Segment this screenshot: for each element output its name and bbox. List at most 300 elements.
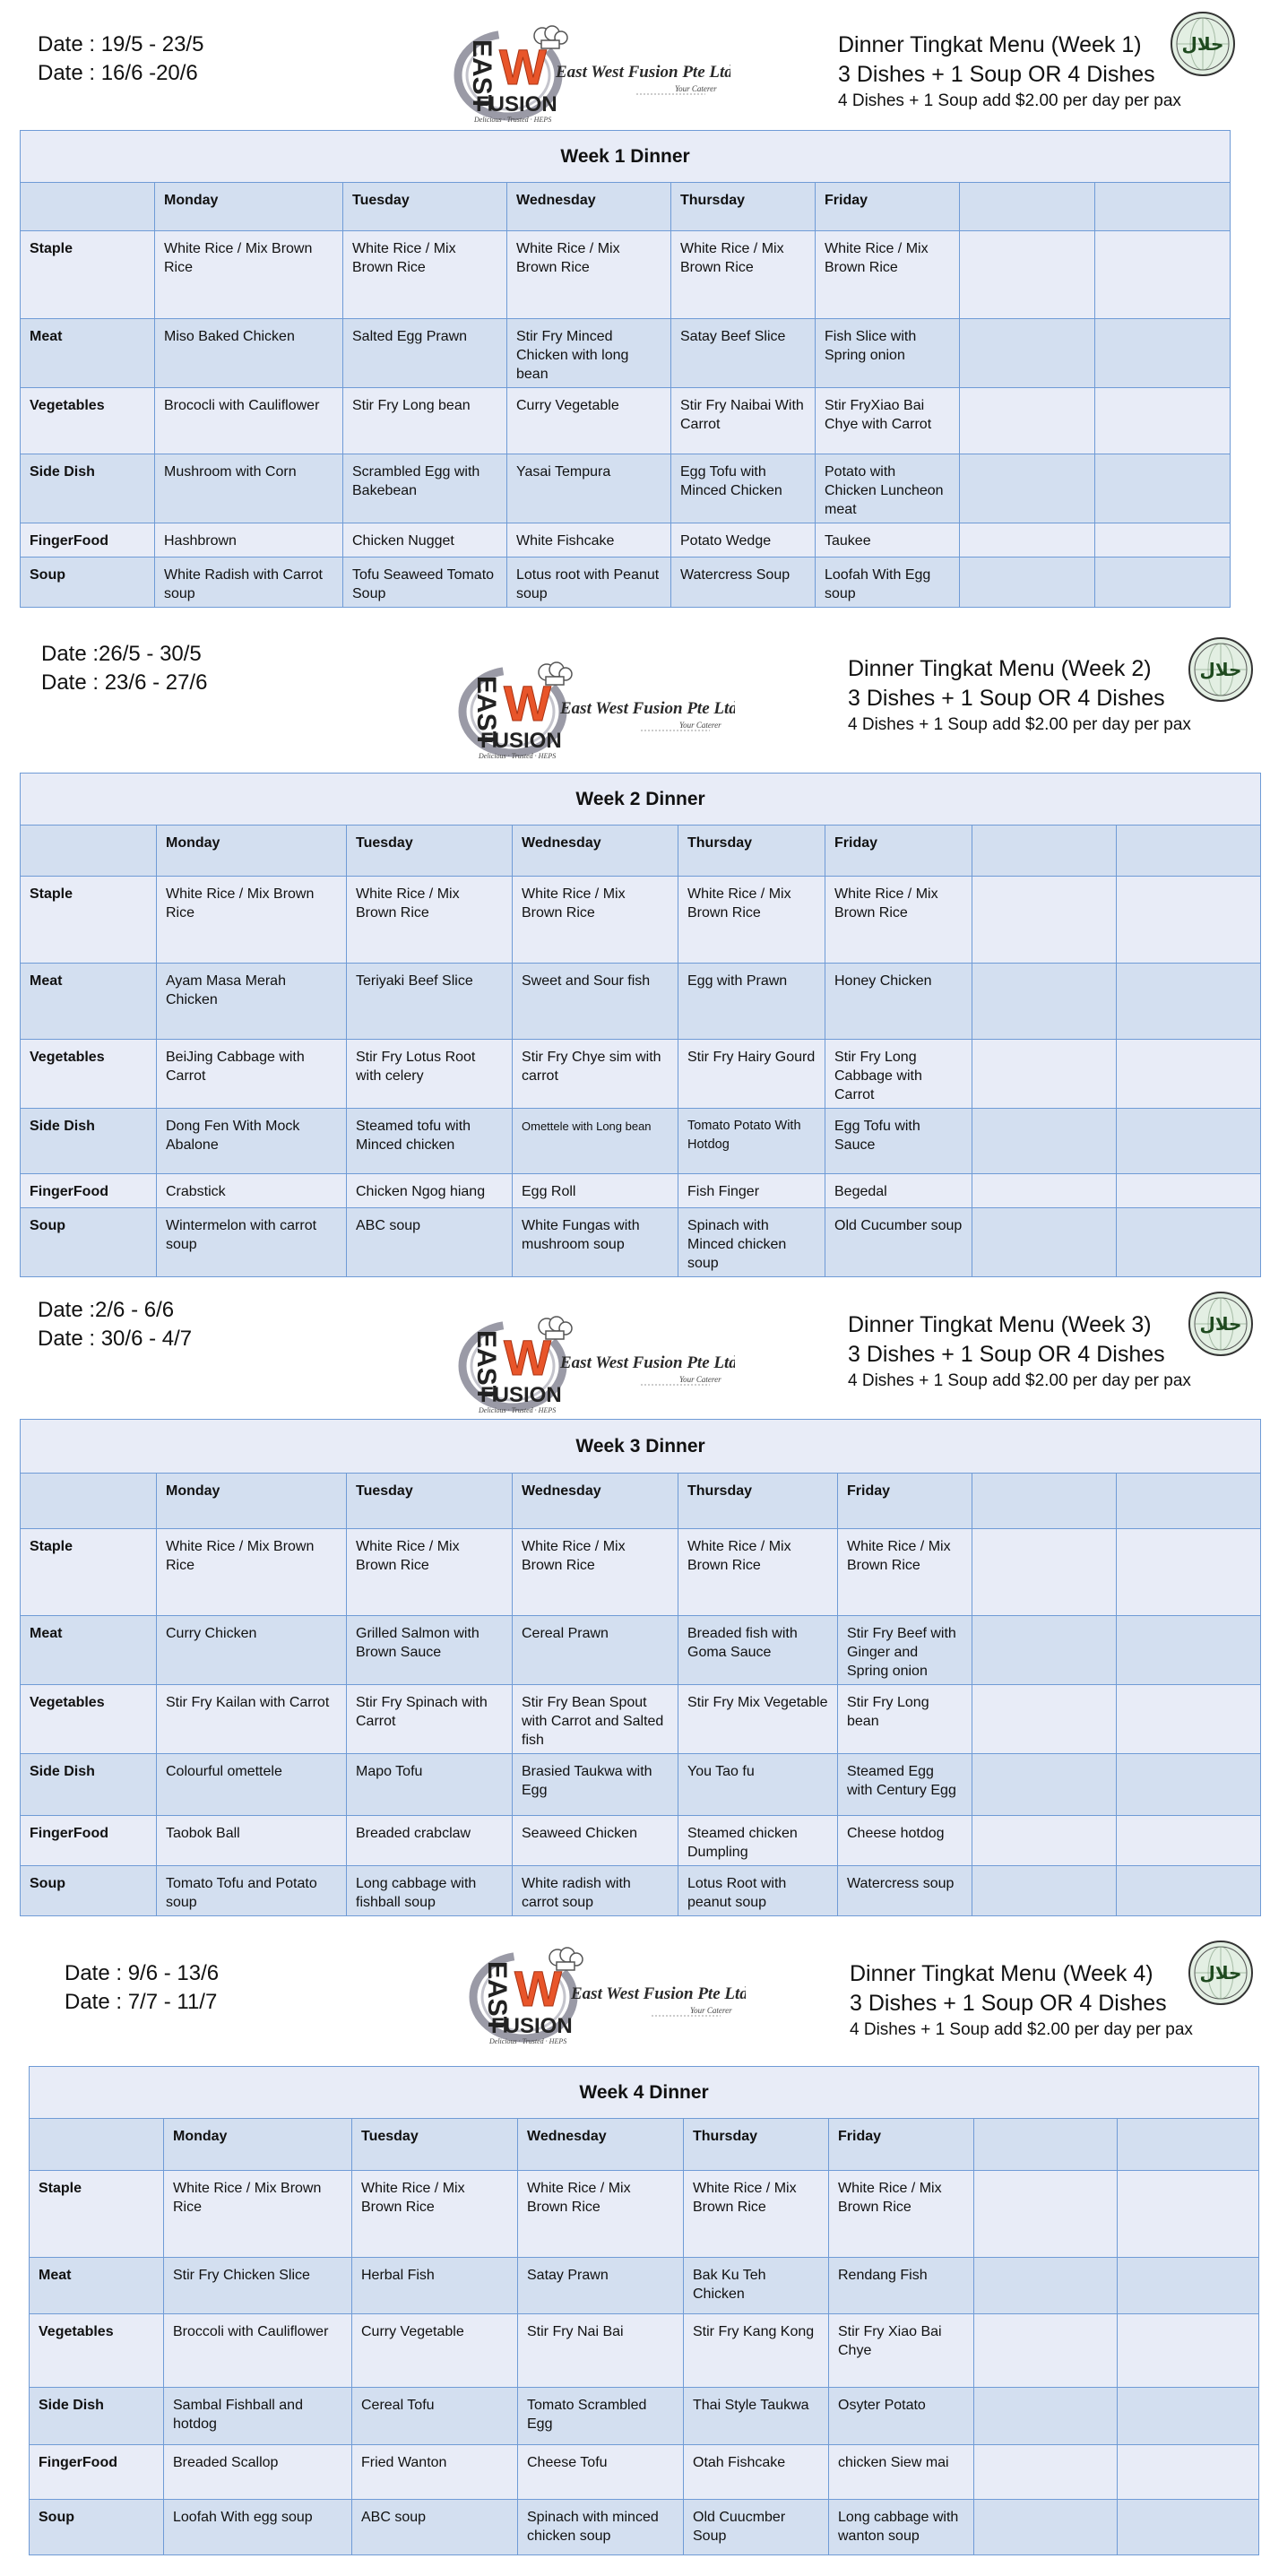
dish-cell: Yasai Tempura (507, 454, 671, 523)
day-header: Tuesday (352, 2119, 518, 2171)
dish-cell: Stir Fry Beef with Ginger and Spring onion (838, 1616, 972, 1685)
halal-logo (1188, 1940, 1254, 2006)
empty-cell (1117, 1208, 1261, 1277)
empty-cell (1095, 558, 1231, 608)
dish-cell: Egg Roll (513, 1174, 678, 1208)
table-title-row (30, 2067, 1259, 2119)
dish-cell: Tofu Seaweed Tomato Soup (343, 558, 507, 608)
empty-cell (1117, 1529, 1261, 1616)
dish-cell: Stir Fry Nai Bai (518, 2314, 684, 2388)
dish-cell: White Fishcake (507, 523, 671, 558)
logo-slogan: Delicious · Trusted · HEPS (479, 752, 557, 760)
dish-cell: White Fungas with mushroom soup (513, 1208, 678, 1277)
menu-subtitle: 3 Dishes + 1 Soup OR 4 Dishes (848, 1342, 1165, 1367)
day-header: Friday (816, 183, 960, 231)
dish-cell: White Rice / Mix Brown Rice (678, 1529, 838, 1616)
menu-title-block (848, 1310, 1191, 1393)
dish-cell: Steamed chicken Dumpling (678, 1816, 838, 1866)
halal-logo (1170, 11, 1236, 77)
row-category-label: FingerFood (21, 523, 155, 558)
menu-price-note: 4 Dishes + 1 Soup add $2.00 per day per pax (838, 91, 1181, 110)
logo-word-east: EAST (471, 1330, 501, 1403)
dish-cell: Mushroom with Corn (155, 454, 343, 523)
dish-cell: Chicken Ngog hiang (347, 1174, 513, 1208)
row-category-label: Staple (21, 877, 157, 964)
dish-cell: White Rice / Mix Brown Rice (838, 1529, 972, 1616)
dish-cell: Begedal (825, 1174, 972, 1208)
date-range: Date : 16/6 -20/6 (38, 61, 198, 85)
company-tagline: Your Caterer (679, 721, 721, 730)
menu-subtitle: 3 Dishes + 1 Soup OR 4 Dishes (850, 1991, 1167, 2016)
date-range: Date : 19/5 - 23/5 (38, 32, 204, 56)
empty-cell (972, 1685, 1117, 1754)
dish-cell: Egg with Prawn (678, 964, 825, 1040)
table-title-row (21, 774, 1261, 826)
empty-cell (1117, 1754, 1261, 1816)
empty-cell (960, 388, 1095, 454)
empty-cell (1095, 388, 1231, 454)
table-row (21, 1866, 1261, 1916)
dish-cell: Mapo Tofu (347, 1754, 513, 1816)
date-range: Date : 7/7 - 11/7 (65, 1990, 218, 2014)
menu-price-note: 4 Dishes + 1 Soup add $2.00 per day per pax (848, 1371, 1191, 1390)
logo-word-fusion: FUSION (480, 729, 562, 753)
row-category-label: Side Dish (21, 1109, 157, 1174)
row-category-label: Staple (21, 231, 155, 319)
dish-cell: White Rice / Mix Brown Rice (816, 231, 960, 319)
row-category-label: FingerFood (30, 2445, 164, 2500)
dish-cell: Bak Ku Teh Chicken (684, 2258, 829, 2314)
empty-cell (972, 1754, 1117, 1816)
dish-cell: Watercress soup (838, 1866, 972, 1916)
dish-cell: Chicken Nugget (343, 523, 507, 558)
table-row (21, 877, 1261, 964)
day-header-row (21, 1474, 1261, 1529)
row-category-label: Vegetables (21, 388, 155, 454)
day-header: Thursday (684, 2119, 829, 2171)
empty-cell (960, 231, 1095, 319)
dish-cell: Satay Beef Slice (671, 319, 816, 388)
menu-title: Dinner Tingkat Menu (Week 2) (848, 656, 1152, 681)
day-header: Thursday (671, 183, 816, 231)
dish-cell: Lotus Root with peanut soup (678, 1866, 838, 1916)
dish-cell: Potato with Chicken Luncheon meat (816, 454, 960, 523)
dish-cell: Tomato Potato With Hotdog (678, 1109, 825, 1174)
dish-cell: Steamed tofu with Minced chicken (347, 1109, 513, 1174)
table-row (21, 1616, 1261, 1685)
dish-cell: Scrambled Egg with Bakebean (343, 454, 507, 523)
empty-cell (972, 826, 1117, 877)
logo-word-east: EAST (471, 676, 501, 748)
empty-cell (972, 1529, 1117, 1616)
day-header: Wednesday (507, 183, 671, 231)
table-row (30, 2445, 1259, 2500)
empty-cell (974, 2171, 1118, 2258)
dish-cell: Stir Fry Naibai With Carrot (671, 388, 816, 454)
date-range: Date :26/5 - 30/5 (41, 642, 202, 666)
dish-cell: ABC soup (352, 2500, 518, 2555)
menu-subtitle: 3 Dishes + 1 Soup OR 4 Dishes (848, 686, 1165, 711)
dish-cell: White Rice / Mix Brown Rice (157, 877, 347, 964)
row-category-label: Soup (21, 1208, 157, 1277)
logo-container (453, 25, 730, 125)
dish-cell: Curry Chicken (157, 1616, 347, 1685)
dish-cell: Stir Fry Kang Kong (684, 2314, 829, 2388)
row-category-label: Meat (21, 1616, 157, 1685)
day-header: Monday (157, 826, 347, 877)
empty-cell (1118, 2314, 1259, 2388)
empty-cell (972, 1109, 1117, 1174)
halal-logo-icon (1188, 1940, 1254, 2006)
halal-arabic-text: حلال (1181, 33, 1224, 55)
row-category-label: Side Dish (21, 1754, 157, 1816)
date-range: Date : 23/6 - 27/6 (41, 670, 208, 695)
dish-cell: White Rice / Mix Brown Rice (347, 1529, 513, 1616)
company-name: East West Fusion Pte Ltd (571, 1984, 746, 2003)
dish-cell: Fried Wanton (352, 2445, 518, 2500)
dish-cell: Stir Fry Mix Vegetable (678, 1685, 838, 1754)
dish-cell: Curry Vegetable (507, 388, 671, 454)
day-header: Tuesday (343, 183, 507, 231)
day-header: Tuesday (347, 826, 513, 877)
empty-cell (972, 1866, 1117, 1916)
menu-title-block (850, 1959, 1193, 2042)
menu-table (20, 1419, 1261, 1916)
empty-cell (960, 558, 1095, 608)
dish-cell: Otah Fishcake (684, 2445, 829, 2500)
menu-title: Dinner Tingkat Menu (Week 1) (838, 32, 1142, 57)
dish-cell: Breaded crabclaw (347, 1816, 513, 1866)
table-row (30, 2500, 1259, 2555)
dish-cell: Stir Fry Bean Spout with Carrot and Salted fish (513, 1685, 678, 1754)
day-header: Tuesday (347, 1474, 513, 1529)
table-row (30, 2171, 1259, 2258)
company-tagline: Your Caterer (679, 1375, 721, 1384)
empty-cell (1117, 964, 1261, 1040)
logo-word-fusion: FUSION (476, 92, 557, 117)
company-tagline: Your Caterer (675, 84, 717, 93)
table-row (21, 319, 1231, 388)
row-category-label: Side Dish (21, 454, 155, 523)
date-ranges (65, 1959, 219, 2017)
empty-cell (1117, 1866, 1261, 1916)
row-category-label: Staple (21, 1529, 157, 1616)
empty-cell (972, 1174, 1117, 1208)
dish-cell: Stir Fry Spinach with Carrot (347, 1685, 513, 1754)
empty-cell (974, 2258, 1118, 2314)
dish-cell: Watercress Soup (671, 558, 816, 608)
empty-cell (1117, 1616, 1261, 1685)
dish-cell: Spinach with Minced chicken soup (678, 1208, 825, 1277)
company-logo (457, 661, 735, 762)
dish-cell: Stir Fry Long Cabbage with Carrot (825, 1040, 972, 1109)
empty-cell (974, 2388, 1118, 2445)
dish-cell: Egg Tofu with Minced Chicken (671, 454, 816, 523)
dish-cell: Tomato Tofu and Potato soup (157, 1866, 347, 1916)
row-category-label: Soup (21, 558, 155, 608)
day-header: Thursday (678, 826, 825, 877)
halal-logo-icon (1188, 1291, 1254, 1357)
halal-logo-icon (1170, 11, 1236, 77)
logo-slogan: Delicious · Trusted · HEPS (479, 1406, 557, 1414)
empty-cell (974, 2314, 1118, 2388)
dish-cell: White Rice / Mix Brown Rice (343, 231, 507, 319)
dish-cell: Cheese hotdog (838, 1816, 972, 1866)
dish-cell: White Rice / Mix Brown Rice (164, 2171, 352, 2258)
dish-cell: Brococli with Cauliflower (155, 388, 343, 454)
empty-cell (1095, 319, 1231, 388)
logo-container (468, 1947, 746, 2047)
day-header: Monday (157, 1474, 347, 1529)
dish-cell: Old Cuucmber Soup (684, 2500, 829, 2555)
row-category-label: Meat (21, 964, 157, 1040)
empty-cell (21, 1474, 157, 1529)
empty-cell (972, 1474, 1117, 1529)
logo-word-east: EAST (482, 1961, 512, 2034)
dish-cell: ABC soup (347, 1208, 513, 1277)
dish-cell: White Rice / Mix Brown Rice (513, 877, 678, 964)
dish-cell: Stir FryXiao Bai Chye with Carrot (816, 388, 960, 454)
empty-cell (1118, 2171, 1259, 2258)
empty-cell (1117, 877, 1261, 964)
empty-cell (972, 877, 1117, 964)
empty-cell (960, 183, 1095, 231)
menu-table (29, 2066, 1259, 2555)
row-category-label: Soup (21, 1866, 157, 1916)
logo-slogan: Delicious · Trusted · HEPS (474, 116, 552, 124)
table-title: Week 2 Dinner (21, 774, 1261, 826)
dish-cell: Loofah With Egg soup (816, 558, 960, 608)
dish-cell: Brasied Taukwa with Egg (513, 1754, 678, 1816)
dish-cell: Grilled Salmon with Brown Sauce (347, 1616, 513, 1685)
dish-cell: Sweet and Sour fish (513, 964, 678, 1040)
day-header-row (21, 826, 1261, 877)
day-header: Wednesday (513, 1474, 678, 1529)
empty-cell (972, 964, 1117, 1040)
empty-cell (1117, 1816, 1261, 1866)
dish-cell: Stir Fry Long bean (838, 1685, 972, 1754)
dish-cell: Breaded fish with Goma Sauce (678, 1616, 838, 1685)
dish-cell: Thai Style Taukwa (684, 2388, 829, 2445)
empty-cell (1118, 2388, 1259, 2445)
dish-cell: White Rice / Mix Brown Rice (825, 877, 972, 964)
table-title: Week 3 Dinner (21, 1420, 1261, 1474)
table-title-row (21, 1420, 1261, 1474)
logo-container (457, 661, 735, 762)
dish-cell: White Rice / Mix Brown Rice (684, 2171, 829, 2258)
logo-word-fusion: FUSION (491, 2014, 573, 2038)
dish-cell: chicken Siew mai (829, 2445, 974, 2500)
row-category-label: Soup (30, 2500, 164, 2555)
dish-cell: BeiJing Cabbage with Carrot (157, 1040, 347, 1109)
dish-cell: Egg Tofu with Sauce (825, 1109, 972, 1174)
table-row (21, 388, 1231, 454)
table-row (21, 1529, 1261, 1616)
dish-cell: Colourful omettele (157, 1754, 347, 1816)
empty-cell (1117, 1474, 1261, 1529)
dish-cell: White Rice / Mix Brown Rice (157, 1529, 347, 1616)
empty-cell (1117, 1174, 1261, 1208)
table-row (21, 1174, 1261, 1208)
dish-cell: Stir Fry Hairy Gourd (678, 1040, 825, 1109)
dish-cell: You Tao fu (678, 1754, 838, 1816)
row-category-label: Staple (30, 2171, 164, 2258)
row-category-label: Meat (30, 2258, 164, 2314)
halal-arabic-text: حلال (1199, 1313, 1242, 1335)
dish-cell: Broccoli with Cauliflower (164, 2314, 352, 2388)
company-name: East West Fusion Pte Ltd (560, 1353, 735, 1372)
table-row (21, 523, 1231, 558)
dish-cell: Stir Fry Xiao Bai Chye (829, 2314, 974, 2388)
dish-cell: White Rice / Mix Brown Rice (829, 2171, 974, 2258)
logo-word-east: EAST (467, 39, 497, 112)
table-row (30, 2258, 1259, 2314)
table-title-row (21, 131, 1231, 183)
dish-cell: Fish Slice with Spring onion (816, 319, 960, 388)
menu-subtitle: 3 Dishes + 1 Soup OR 4 Dishes (838, 62, 1155, 87)
date-range: Date : 30/6 - 4/7 (38, 1327, 193, 1351)
dish-cell: Loofah With egg soup (164, 2500, 352, 2555)
empty-cell (974, 2445, 1118, 2500)
table-row (30, 2314, 1259, 2388)
dish-cell: Curry Vegetable (352, 2314, 518, 2388)
empty-cell (1117, 1040, 1261, 1109)
dish-cell: Breaded Scallop (164, 2445, 352, 2500)
table-row (21, 1109, 1261, 1174)
dish-cell: White radish with carrot soup (513, 1866, 678, 1916)
date-ranges (38, 30, 203, 88)
halal-logo (1188, 1291, 1254, 1357)
empty-cell (972, 1816, 1117, 1866)
dish-cell: Lotus root with Peanut soup (507, 558, 671, 608)
empty-cell (1095, 231, 1231, 319)
dish-cell: White Rice / Mix Brown Rice (671, 231, 816, 319)
date-ranges (41, 640, 207, 697)
row-category-label: FingerFood (21, 1816, 157, 1866)
table-row (21, 231, 1231, 319)
dish-cell: Omettele with Long bean (513, 1109, 678, 1174)
day-header: Monday (155, 183, 343, 231)
company-tagline: Your Caterer (690, 2006, 732, 2015)
menu-table (20, 130, 1231, 608)
empty-cell (1117, 1109, 1261, 1174)
logo-slogan: Delicious · Trusted · HEPS (489, 2037, 567, 2045)
dish-cell: White Rice / Mix Brown Rice (155, 231, 343, 319)
dish-cell: Stir Fry Minced Chicken with long bean (507, 319, 671, 388)
empty-cell (1095, 183, 1231, 231)
empty-cell (21, 183, 155, 231)
table-row (21, 1816, 1261, 1866)
logo-letter-w: W (504, 1329, 551, 1386)
empty-cell (1095, 523, 1231, 558)
dish-cell: Satay Prawn (518, 2258, 684, 2314)
row-category-label: FingerFood (21, 1174, 157, 1208)
row-category-label: Vegetables (21, 1040, 157, 1109)
dish-cell: Potato Wedge (671, 523, 816, 558)
dish-cell: Taukee (816, 523, 960, 558)
menu-title-block (848, 654, 1191, 737)
day-header: Friday (825, 826, 972, 877)
empty-cell (972, 1040, 1117, 1109)
dish-cell: Stir Fry Kailan with Carrot (157, 1685, 347, 1754)
dish-cell: Stir Fry Long bean (343, 388, 507, 454)
halal-arabic-text: حلال (1199, 1962, 1242, 1984)
menu-title: Dinner Tingkat Menu (Week 4) (850, 1961, 1153, 1986)
dish-cell: Steamed Egg with Century Egg (838, 1754, 972, 1816)
logo-container (457, 1316, 735, 1416)
dish-cell: White Rice / Mix Brown Rice (513, 1529, 678, 1616)
date-range: Date :2/6 - 6/6 (38, 1298, 175, 1322)
date-ranges (38, 1296, 192, 1353)
table-row (21, 1040, 1261, 1109)
day-header: Friday (829, 2119, 974, 2171)
halal-arabic-text: حلال (1199, 659, 1242, 680)
day-header-row (30, 2119, 1259, 2171)
empty-cell (974, 2119, 1118, 2171)
table-row (21, 964, 1261, 1040)
dish-cell: Seaweed Chicken (513, 1816, 678, 1866)
menu-table (20, 773, 1261, 1277)
table-row (21, 558, 1231, 608)
dish-cell: Spinach with minced chicken soup (518, 2500, 684, 2555)
date-range: Date : 9/6 - 13/6 (65, 1961, 220, 1985)
row-category-label: Vegetables (30, 2314, 164, 2388)
row-category-label: Meat (21, 319, 155, 388)
empty-cell (972, 1616, 1117, 1685)
dish-cell: Cereal Prawn (513, 1616, 678, 1685)
logo-letter-w: W (504, 675, 551, 731)
dish-cell: Honey Chicken (825, 964, 972, 1040)
day-header: Friday (838, 1474, 972, 1529)
dish-cell: White Rice / Mix Brown Rice (352, 2171, 518, 2258)
dish-cell: Stir Fry Chye sim with carrot (513, 1040, 678, 1109)
halal-logo-icon (1188, 636, 1254, 703)
table-title: Week 1 Dinner (21, 131, 1231, 183)
empty-cell (30, 2119, 164, 2171)
company-logo (457, 1316, 735, 1416)
company-name: East West Fusion Pte Ltd (560, 699, 735, 718)
day-header: Monday (164, 2119, 352, 2171)
empty-cell (1117, 826, 1261, 877)
day-header: Wednesday (513, 826, 678, 877)
empty-cell (1118, 2119, 1259, 2171)
table-row (21, 454, 1231, 523)
day-header: Thursday (678, 1474, 838, 1529)
row-category-label: Vegetables (21, 1685, 157, 1754)
dish-cell: Teriyaki Beef Slice (347, 964, 513, 1040)
empty-cell (960, 454, 1095, 523)
menu-title-block (838, 30, 1181, 113)
empty-cell (1118, 2258, 1259, 2314)
dish-cell: White Radish with Carrot soup (155, 558, 343, 608)
empty-cell (974, 2500, 1118, 2555)
dish-cell: White Rice / Mix Brown Rice (507, 231, 671, 319)
dish-cell: Cheese Tofu (518, 2445, 684, 2500)
dish-cell: Wintermelon with carrot soup (157, 1208, 347, 1277)
empty-cell (972, 1208, 1117, 1277)
empty-cell (1117, 1685, 1261, 1754)
empty-cell (1095, 454, 1231, 523)
dish-cell: Dong Fen With Mock Abalone (157, 1109, 347, 1174)
company-logo (453, 25, 730, 125)
dish-cell: Stir Fry Lotus Root with celery (347, 1040, 513, 1109)
dish-cell: Sambal Fishball and hotdog (164, 2388, 352, 2445)
dish-cell: Ayam Masa Merah Chicken (157, 964, 347, 1040)
row-category-label: Side Dish (30, 2388, 164, 2445)
dish-cell: Rendang Fish (829, 2258, 974, 2314)
day-header-row (21, 183, 1231, 231)
table-row (30, 2388, 1259, 2445)
